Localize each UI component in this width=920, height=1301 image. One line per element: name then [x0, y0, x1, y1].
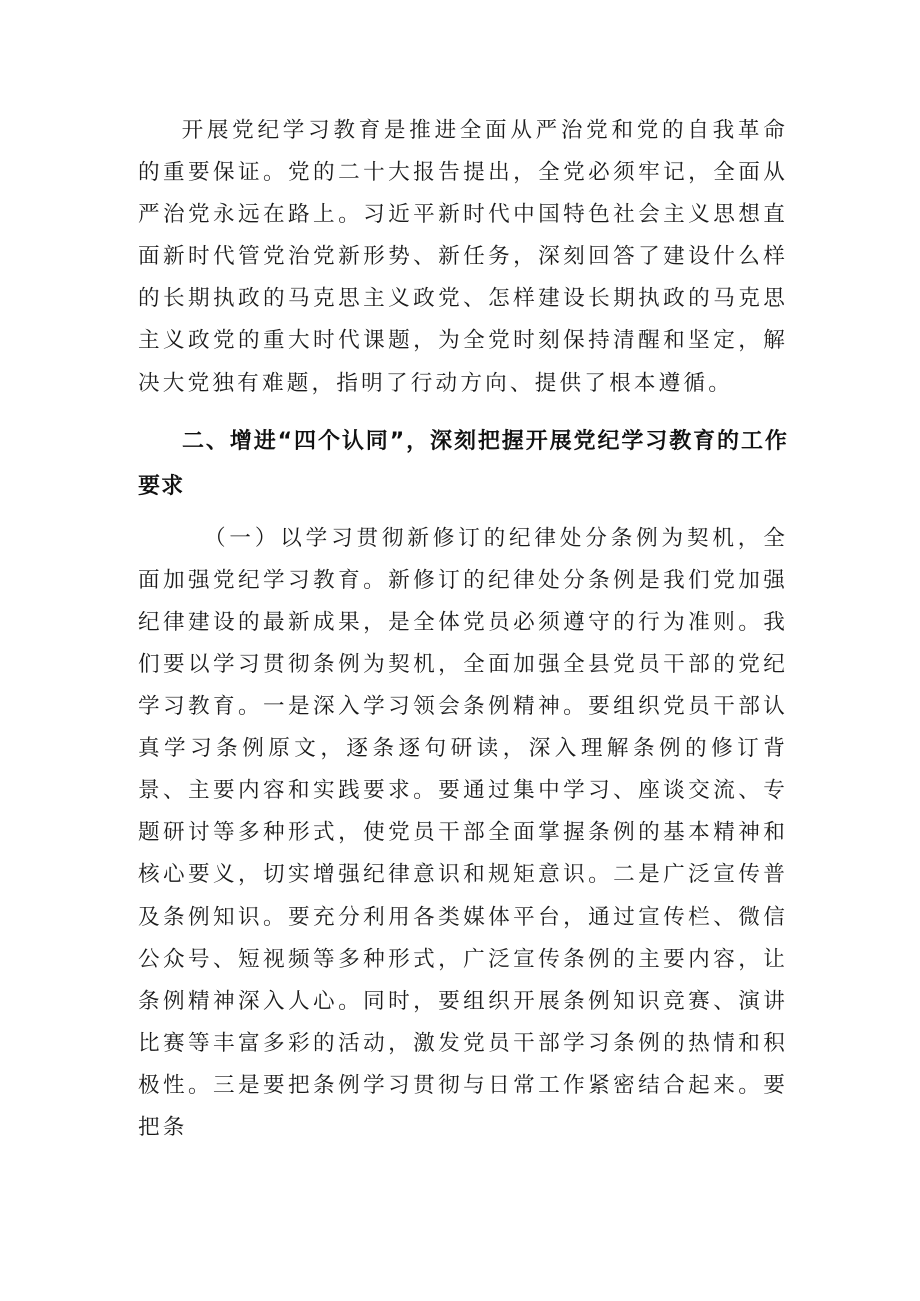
body-paragraph: 开展党纪学习教育是推进全面从严治党和党的自我革命的重要保证。党的二十大报告提出，全党必须牢记，全面从严治党永远在路上。习近平新时代中国特色社会主义思想直面新时代管党治党新形势、新任务，深刻回答了建设什么样的长期执政的马克思主义政党、怎样建设长期执政的马克思主义政党的重大时代课题，为全党时刻保持清醒和坚定，解决大党独有难题，指明了行动方向、提供了根本遵循。	[138, 118, 788, 396]
document-body	[138, 110, 788, 1149]
section-heading: 二、增进“四个认同”，深刻把握开展党纪学习教育的工作要求	[138, 428, 788, 499]
body-paragraph: （一）以学习贯彻新修订的纪律处分条例为契机，全面加强党纪学习教育。新修订的纪律处分条例是我们党加强纪律建设的最新成果，是全体党员必须遵守的行为准则。我们要以学习贯彻条例为契机，全面加强全县党员干部的党纪学习教育。一是深入学习领会条例精神。要组织党员干部认真学习条例原文，逐条逐句研读，深入理解条例的修订背景、主要内容和实践要求。要通过集中学习、座谈交流、专题研讨等多种形式，使党员干部全面掌握条例的基本精神和核心要义，切实增强纪律意识和规矩意识。二是广泛宣传普及条例知识。要充分利用各类媒体平台，通过宣传栏、微信公众号、短视频等多种形式，广泛宣传条例的主要内容，让条例精神深入人心。同时，要组织开展条例知识竞赛、演讲比赛等丰富多彩的活动，激发党员干部学习条例的热情和积极性。三是要把条例学习贯彻与日常工作紧密结合起来。要把条	[138, 525, 788, 1140]
